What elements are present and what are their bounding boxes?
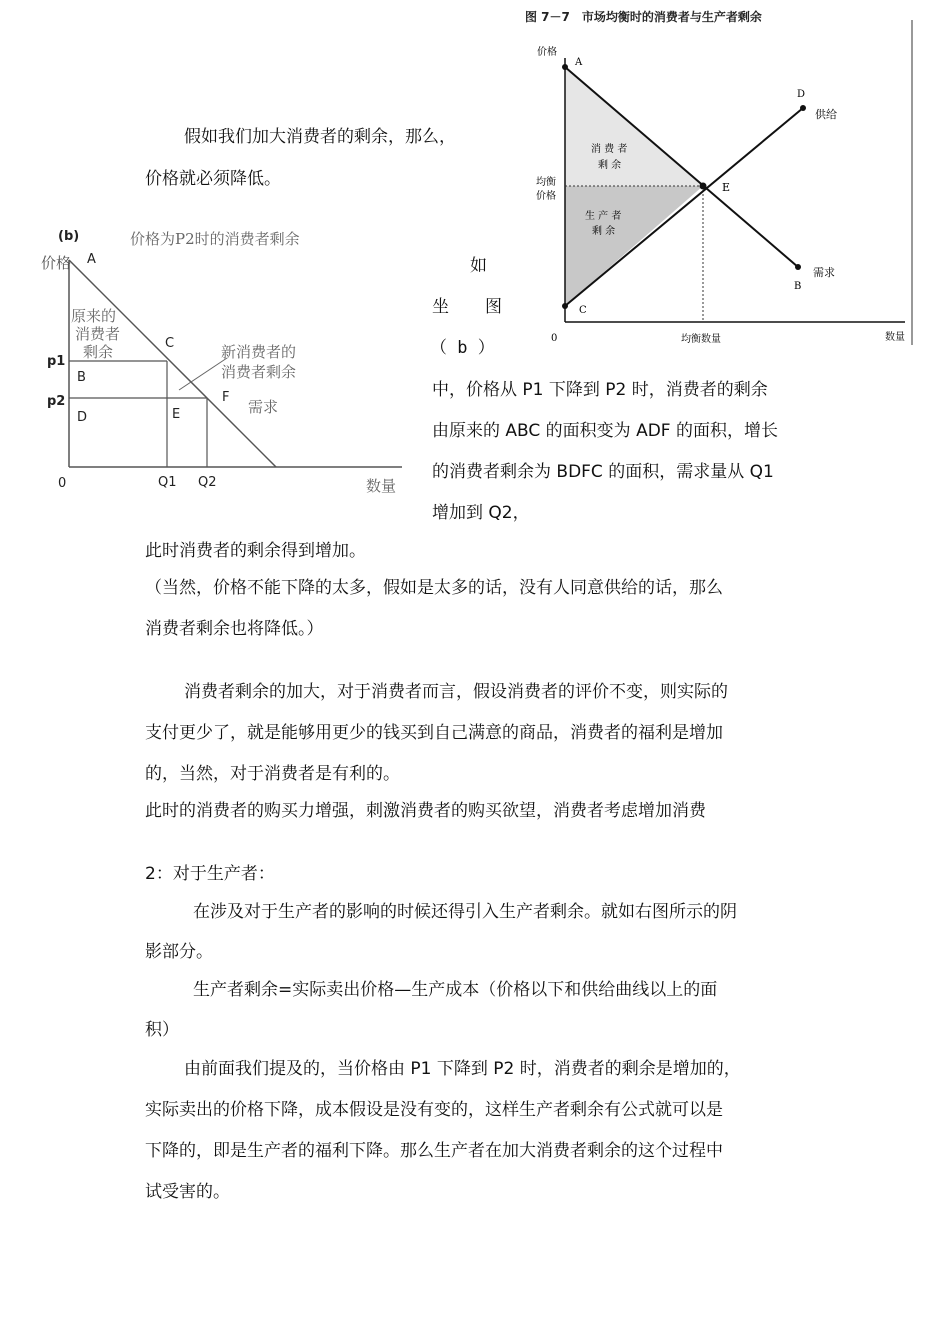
body-line-14: 实际卖出的价格下降，成本假设是没有变的，这样生产者剩余有公式就可以是 bbox=[145, 1100, 723, 1120]
ps-label-1: 生 产 者 bbox=[585, 211, 622, 222]
paragraph-intro-cont: 价格就必须降低。 bbox=[145, 169, 281, 189]
p1-label: p1 bbox=[47, 354, 66, 369]
body-line-13: 由前面我们提及的，当价格由 P1 下降到 P2 时，消费者的剩余是增加的， bbox=[184, 1059, 741, 1079]
x-axis-label: 数量 bbox=[366, 477, 397, 495]
body-line-4: 消费者剩余的加大，对于消费者而言，假设消费者的评价不变，则实际的 bbox=[184, 682, 728, 702]
figure-title: 图 7－7 市场均衡时的消费者与生产者剩余 bbox=[525, 10, 762, 24]
eq-quantity-label: 均衡数量 bbox=[681, 334, 721, 345]
ps-label-2: 剩 余 bbox=[592, 226, 616, 237]
side-text-zuo: 坐 bbox=[432, 297, 449, 317]
consumer-surplus-p2-chart bbox=[30, 220, 450, 510]
body-line-15: 下降的，即是生产者的福利下降。那么生产者在加大消费者剩余的这个过程中 bbox=[145, 1141, 723, 1161]
origin-label: 0 bbox=[551, 333, 558, 344]
q2-label: Q2 bbox=[198, 475, 217, 490]
point-b-label: B bbox=[77, 370, 86, 385]
point-d-label: D bbox=[797, 89, 806, 100]
point-c-dot bbox=[562, 303, 568, 309]
point-c-label: C bbox=[579, 305, 587, 316]
point-c-label: C bbox=[165, 336, 175, 351]
supply-label: 供给 bbox=[815, 108, 837, 121]
x-axis-label: 数量 bbox=[885, 332, 905, 343]
side-line-3: 的消费者剩余为 BDFC 的面积，需求量从 Q1 bbox=[432, 462, 774, 482]
eq-price-label-2: 价格 bbox=[536, 191, 556, 202]
p2-label: p2 bbox=[47, 394, 66, 409]
new-label-2: 消费者剩余 bbox=[221, 363, 297, 381]
eq-price-label-1: 均衡 bbox=[536, 177, 556, 188]
orig-label-2: 消费者 bbox=[75, 325, 121, 343]
cs-label-2: 剩 余 bbox=[598, 160, 622, 171]
side-line-4: 增加到 Q2， bbox=[432, 503, 530, 523]
demand-label: 需求 bbox=[813, 266, 835, 279]
chart-tag: (b) bbox=[58, 229, 80, 244]
point-a-label: A bbox=[87, 252, 96, 267]
origin-label: 0 bbox=[58, 476, 67, 491]
side-line-1: 中，价格从 P1 下降到 P2 时，消费者的剩余 bbox=[432, 380, 768, 400]
point-e-label: E bbox=[722, 181, 731, 194]
body-line-10: 影部分。 bbox=[145, 942, 213, 962]
body-line-11: 生产者剩余=实际卖出价格—生产成本（价格以下和供给曲线以上的面 bbox=[193, 980, 718, 1000]
body-line-16: 试受害的。 bbox=[145, 1182, 230, 1202]
section-heading-producer: 2：对于生产者： bbox=[145, 864, 275, 884]
body-line-5: 支付更少了，就是能够用更少的钱买到自己满意的商品，消费者的福利是增加 bbox=[145, 723, 723, 743]
point-a-label: A bbox=[575, 57, 583, 68]
body-line-9: 在涉及对于生产者的影响的时候还得引入生产者剩余。就如右图所示的阴 bbox=[193, 902, 737, 922]
side-text-ru: 如 bbox=[470, 256, 487, 276]
cs-label-1: 消 费 者 bbox=[591, 144, 628, 155]
orig-label-1: 原来的 bbox=[71, 307, 117, 325]
y-axis-label: 价格 bbox=[537, 47, 557, 58]
point-a-dot bbox=[562, 64, 568, 70]
side-text-b: （ b ） bbox=[430, 338, 495, 358]
body-line-1: 此时消费者的剩余得到增加。 bbox=[145, 541, 366, 561]
point-f-label: F bbox=[222, 390, 230, 405]
body-line-6: 的，当然，对于消费者是有利的。 bbox=[145, 764, 400, 784]
body-line-7: 此时的消费者的购买力增强，刺激消费者的购买欲望，消费者考虑增加消费 bbox=[145, 801, 706, 821]
point-d-label: D bbox=[77, 410, 88, 425]
side-line-2: 由原来的 ABC 的面积变为 ADF 的面积，增长 bbox=[432, 421, 778, 441]
body-line-3: 消费者剩余也将降低。） bbox=[145, 619, 324, 639]
point-e-dot bbox=[700, 183, 707, 190]
point-b-dot bbox=[795, 264, 801, 270]
chart-title: 价格为P2时的消费者剩余 bbox=[130, 230, 300, 248]
paragraph-intro: 假如我们加大消费者的剩余，那么， bbox=[184, 127, 456, 147]
demand-label: 需求 bbox=[248, 398, 279, 416]
annotation-pointer bbox=[179, 358, 227, 390]
body-line-12: 积） bbox=[145, 1020, 179, 1040]
orig-label-3: 剩余 bbox=[83, 343, 114, 361]
body-line-2: （当然，价格不能下降的太多，假如是太多的话，没有人同意供给的话，那么 bbox=[145, 578, 723, 598]
side-text-tu: 图 bbox=[485, 297, 502, 317]
new-label-1: 新消费者的 bbox=[221, 343, 297, 361]
q1-label: Q1 bbox=[158, 475, 177, 490]
point-d-dot bbox=[800, 105, 806, 111]
point-b-label: B bbox=[794, 281, 802, 292]
point-e-label: E bbox=[172, 407, 181, 422]
y-axis-label: 价格 bbox=[41, 254, 72, 272]
